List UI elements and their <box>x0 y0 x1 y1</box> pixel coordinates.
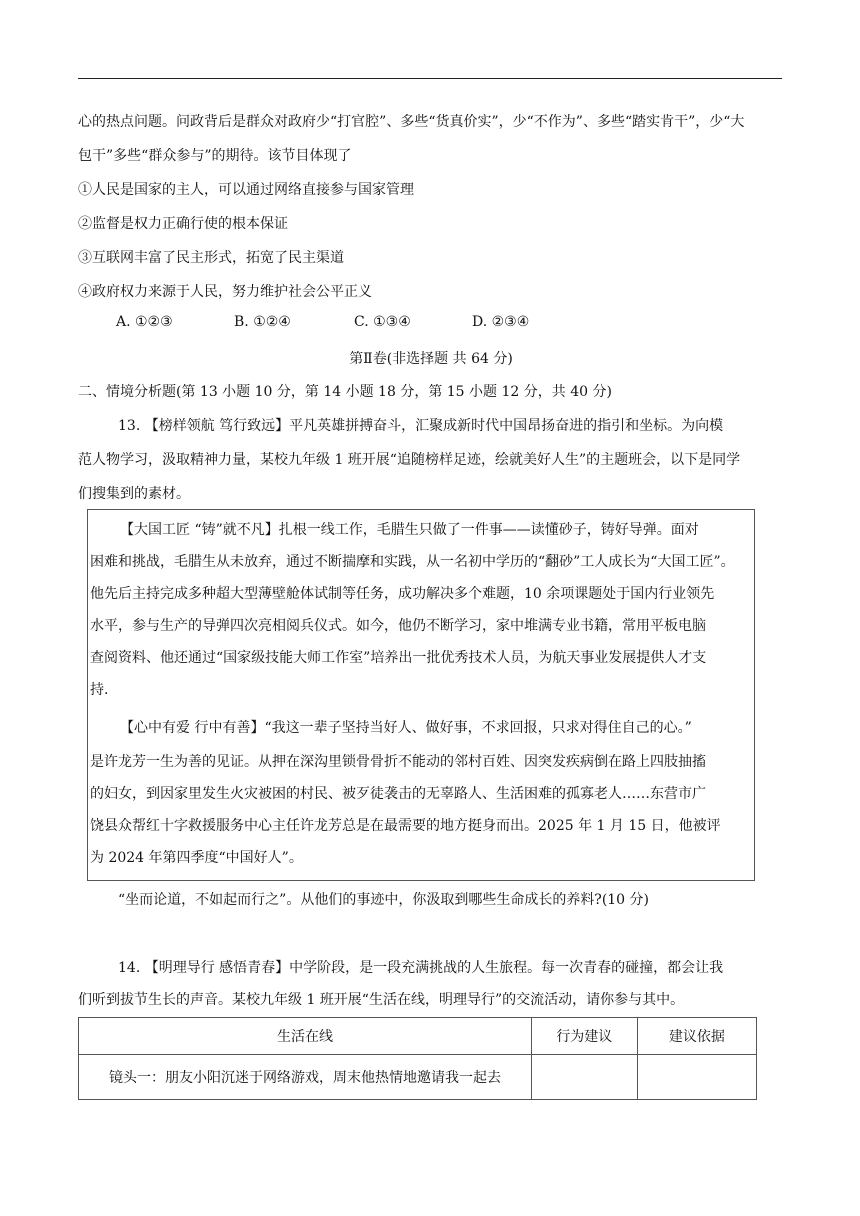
material-line: 的妇女，到因家里发生火灾被困的村民、被歹徒袭击的无辜路人、生活困难的孤寡老人……东营市广 <box>90 786 706 802</box>
material-line: 是许龙芳一生为善的见证。从押在深沟里锁骨骨折不能动的邻村百姓、因突发疾病倒在路上四肢抽搐 <box>90 754 706 770</box>
q12-option-2: ②监督是权力正确行使的根本保证 <box>78 216 288 232</box>
q13-intro-line-3: 们搜集到的素材。 <box>78 486 190 502</box>
table-cell-scenario: 镜头一：朋友小阳沉迷于网络游戏，周末他热情地邀请我一起去 <box>79 1055 532 1100</box>
table-cell-advice[interactable] <box>531 1055 637 1100</box>
q14-intro-line-2: 们听到拔节生长的声音。某校九年级 1 班开展“生活在线，明理导行”的交流活动，请你参与其中。 <box>78 992 685 1008</box>
choice-c[interactable]: C. ①③④ <box>354 314 411 330</box>
choice-b[interactable]: B. ①②④ <box>234 314 291 330</box>
header-advice-basis: 建议依据 <box>637 1018 756 1055</box>
header-behavior-advice: 行为建议 <box>531 1018 637 1055</box>
q13-question: “坐而论道，不如起而行之”。从他们的事迹中，你汲取到哪些生命成长的养料?(10 分) <box>118 892 650 908</box>
material-line: 【心中有爱 行中有善】“我这一辈子坚持当好人、做好事，不求回报，只求对得住自己的心。” <box>120 720 692 736</box>
q14-intro-line-1: 14. 【明理导行 感悟青春】中学阶段，是一段充满挑战的人生旅程。每一次青春的碰撞，都会让我 <box>118 960 724 976</box>
material-line: 查阅资料、他还通过“国家级技能大师工作室”培养出一批优秀技术人员，为航天事业发展提供人才支 <box>90 650 707 666</box>
part-heading: 二、情境分析题(第 13 小题 10 分，第 14 小题 18 分，第 15 小题 12 分，共 40 分) <box>78 384 612 400</box>
table-row <box>79 1055 757 1100</box>
material-line: 【大国工匠 “铸”就不凡】扎根一线工作，毛腊生只做了一件事——读懂砂子，铸好导弹。面对 <box>120 522 699 538</box>
material-line: 困难和挑战，毛腊生从未放弃，通过不断揣摩和实践，从一名初中学历的“翻砂”工人成长为“大国工匠”。 <box>90 554 735 570</box>
q13-intro-line-1: 13. 【榜样领航 笃行致远】平凡英雄拼搏奋斗，汇聚成新时代中国昂扬奋进的指引和坐标。为向模 <box>118 418 724 434</box>
section-title: 第Ⅱ卷(非选择题 共 64 分) <box>349 351 513 367</box>
q12-option-4: ④政府权力来源于人民，努力维护社会公平正义 <box>78 284 372 300</box>
q12-text-line-2: 包干”多些“群众参与”的期待。该节目体现了 <box>78 148 352 164</box>
table-cell-basis[interactable] <box>637 1055 756 1100</box>
q14-table <box>78 1017 757 1100</box>
table-header-row <box>79 1018 757 1055</box>
header-life-online: 生活在线 <box>79 1018 532 1055</box>
q13-intro-line-2: 范人物学习，汲取精神力量，某校九年级 1 班开展“追随榜样足迹，绘就美好人生”的主题班会，以下是同学 <box>78 452 741 468</box>
q12-text-line-1: 心的热点问题。问政背后是群众对政府少“打官腔”、多些“货真价实”，少“不作为”、多些“踏实肯干”，少“大 <box>78 114 745 130</box>
material-line: 持. <box>90 682 109 698</box>
q12-option-1: ①人民是国家的主人，可以通过网络直接参与国家管理 <box>78 182 414 198</box>
material-line: 他先后主持完成多种超大型薄壁舱体试制等任务，成功解决多个难题，10 余项课题处于国内行业领先 <box>90 586 715 602</box>
q12-option-3: ③互联网丰富了民主形式，拓宽了民主渠道 <box>78 250 344 266</box>
material-line: 为 2024 年第四季度“中国好人”。 <box>90 850 303 866</box>
material-line: 饶县众帮红十字救援服务中心主任许龙芳总是在最需要的地方挺身而出。2025 年 1 月 15 日，他被评 <box>90 818 721 834</box>
choice-d[interactable]: D. ②③④ <box>472 314 530 330</box>
header-rule <box>78 78 782 79</box>
material-line: 水平，参与生产的导弹四次亮相阅兵仪式。如今，他仍不断学习，家中堆满专业书籍，常用平板电脑 <box>90 618 706 634</box>
choice-a[interactable]: A. ①②③ <box>116 314 173 330</box>
q13-material-box <box>87 509 755 881</box>
